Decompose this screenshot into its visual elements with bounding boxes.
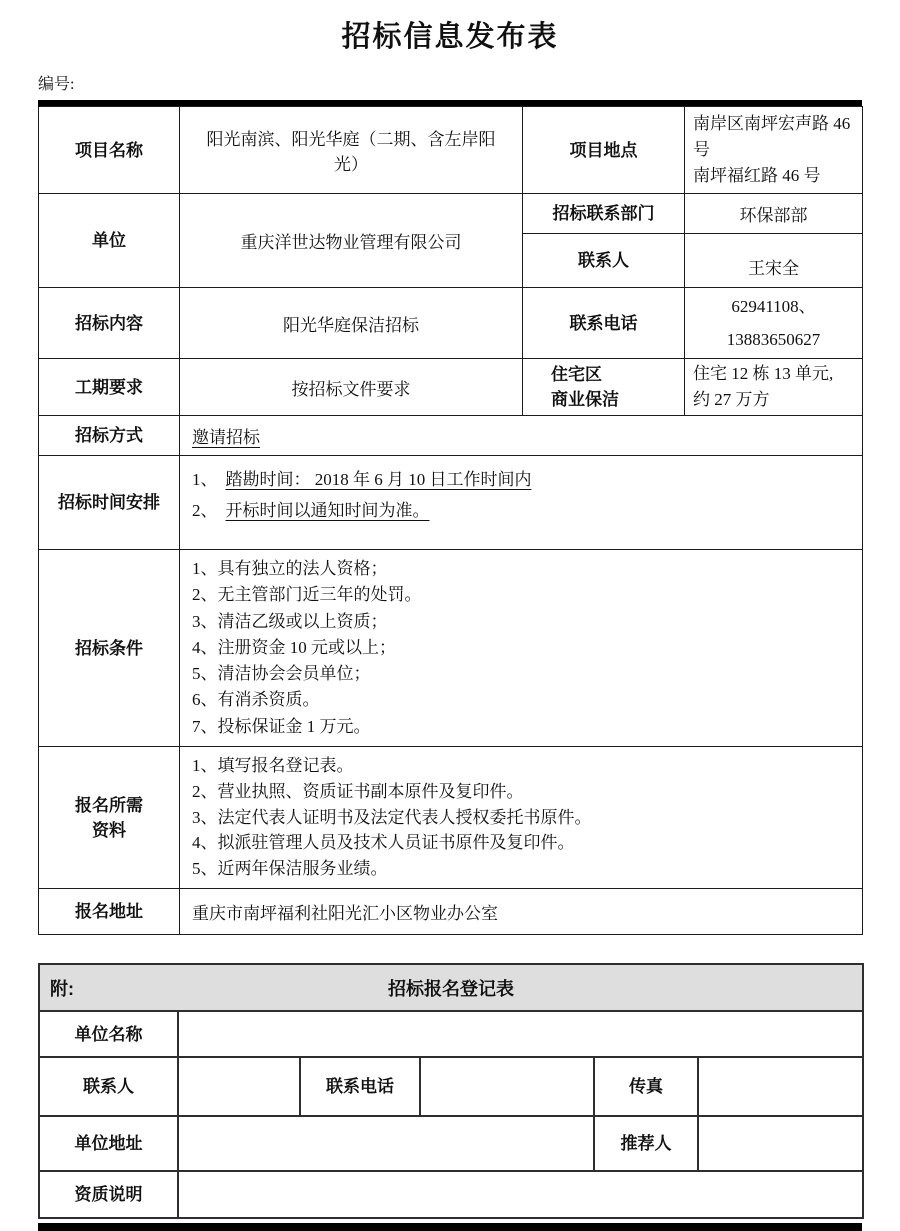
timing-item-number: 1、 [192, 470, 218, 489]
referrer-blank-cell [698, 1116, 863, 1171]
condition-item: 3、清洁乙级或以上资质； [192, 611, 388, 631]
materials-label-line: 报名所需 [75, 795, 143, 815]
row-schedule [39, 359, 863, 416]
condition-item: 7、投标保证金 1 万元。 [192, 716, 371, 736]
row-bid-method [39, 416, 863, 456]
area-value-line: 住宅 12 栋 13 单元, [693, 364, 834, 383]
company-address-field-label: 单位地址 [39, 1116, 178, 1171]
bid-method-value [180, 416, 863, 456]
bid-content-value: 阳光华庭保洁招标 [180, 288, 523, 359]
timing-item-text: 踏勘时间： 2018 年 6 月 10 日工作时间内 [225, 470, 532, 489]
contact-label: 联系人 [523, 234, 685, 288]
timing-value [180, 456, 863, 550]
qualification-field-label: 资质说明 [39, 1171, 178, 1218]
materials-label [39, 747, 180, 889]
attachment-prefix-label: 附: [50, 978, 74, 999]
company-address-blank-cell [178, 1116, 594, 1171]
area-label-line: 商业保洁 [551, 390, 619, 409]
material-item: 1、填写报名登记表。 [192, 756, 354, 776]
row-timing [39, 456, 863, 550]
timing-item-text: 开标时间以通知时间为准。 [225, 501, 430, 520]
condition-item: 2、无主管部门近三年的处罚。 [192, 585, 422, 605]
phone-label: 联系电话 [523, 288, 685, 359]
bid-content-label: 招标内容 [39, 288, 180, 359]
project-location-value [685, 107, 863, 194]
row-address [39, 889, 863, 935]
bid-info-table [38, 106, 863, 935]
contact-blank-cell [178, 1057, 300, 1116]
bid-method-label: 招标方式 [39, 416, 180, 456]
contact-field-label: 联系人 [39, 1057, 178, 1116]
row-company-address [39, 1116, 863, 1171]
phone-line: 13883650627 [726, 330, 821, 349]
registration-table [38, 963, 864, 1219]
conditions-value [180, 550, 863, 747]
condition-item: 5、清洁协会会员单位； [192, 664, 371, 684]
bid-method-text: 邀请招标 [192, 428, 260, 447]
row-bid-content [39, 288, 863, 359]
phone-value [685, 288, 863, 359]
project-location-label: 项目地点 [523, 107, 685, 194]
row-company-name [39, 1011, 863, 1057]
material-item: 5、近两年保洁服务业绩。 [192, 859, 388, 879]
schedule-value: 按招标文件要求 [180, 359, 523, 416]
row-conditions [39, 550, 863, 747]
material-item: 2、营业执照、资质证书副本原件及复印件。 [192, 781, 524, 801]
row-project [39, 107, 863, 194]
conditions-label: 招标条件 [39, 550, 180, 747]
referrer-field-label: 推荐人 [594, 1116, 698, 1171]
materials-value [180, 747, 863, 889]
area-label [523, 359, 685, 416]
address-label: 报名地址 [39, 889, 180, 935]
area-value-line: 约 27 万方 [693, 390, 770, 409]
fax-field-label: 传真 [594, 1057, 698, 1116]
company-label: 单位 [39, 194, 180, 288]
location-line: 南坪福红路 46 号 [693, 166, 821, 185]
location-line: 南岸区南坪宏声路 46 号 [693, 114, 851, 159]
timing-item [192, 495, 850, 526]
timing-item [192, 464, 850, 495]
timing-item-number: 2、 [192, 501, 218, 520]
row-company [39, 194, 863, 234]
phone-field-label: 联系电话 [300, 1057, 420, 1116]
material-item: 4、拟派驻管理人员及技术人员证书原件及复印件。 [192, 833, 575, 853]
timing-label: 招标时间安排 [39, 456, 180, 550]
serial-number-label: 编号: [38, 76, 75, 93]
bid-dept-value: 环保部部 [685, 194, 863, 234]
phone-line: 62941108、 [731, 297, 816, 316]
project-name-value: 阳光南滨、阳光华庭（二期、含左岸阳光） [180, 107, 523, 194]
contact-value: 王宋全 [685, 234, 863, 288]
row-contact-info [39, 1057, 863, 1116]
company-value: 重庆洋世达物业管理有限公司 [180, 194, 523, 288]
page-title: 招标信息发布表 [341, 21, 559, 53]
company-name-field-label: 单位名称 [39, 1011, 178, 1057]
area-label-line: 住宅区 [551, 365, 602, 384]
fax-blank-cell [698, 1057, 863, 1116]
row-materials [39, 747, 863, 889]
bottom-divider-bar [38, 1223, 862, 1231]
address-value: 重庆市南坪福利社阳光汇小区物业办公室 [180, 889, 863, 935]
materials-label-line: 资料 [92, 820, 126, 840]
company-name-blank-cell [178, 1011, 863, 1057]
area-value [685, 359, 863, 416]
phone-blank-cell [420, 1057, 594, 1116]
registration-table-title: 招标报名登记表 [388, 978, 514, 999]
material-item: 3、法定代表人证明书及法定代表人授权委托书原件。 [192, 807, 592, 827]
schedule-label: 工期要求 [39, 359, 180, 416]
bid-dept-label: 招标联系部门 [523, 194, 685, 234]
registration-header-row [39, 964, 863, 1011]
condition-item: 6、有消杀资质。 [192, 690, 320, 710]
condition-item: 1、具有独立的法人资格； [192, 559, 388, 578]
condition-item: 4、注册资金 10 元或以上； [192, 637, 396, 657]
registration-header-cell [39, 964, 863, 1011]
project-name-label: 项目名称 [39, 107, 180, 194]
